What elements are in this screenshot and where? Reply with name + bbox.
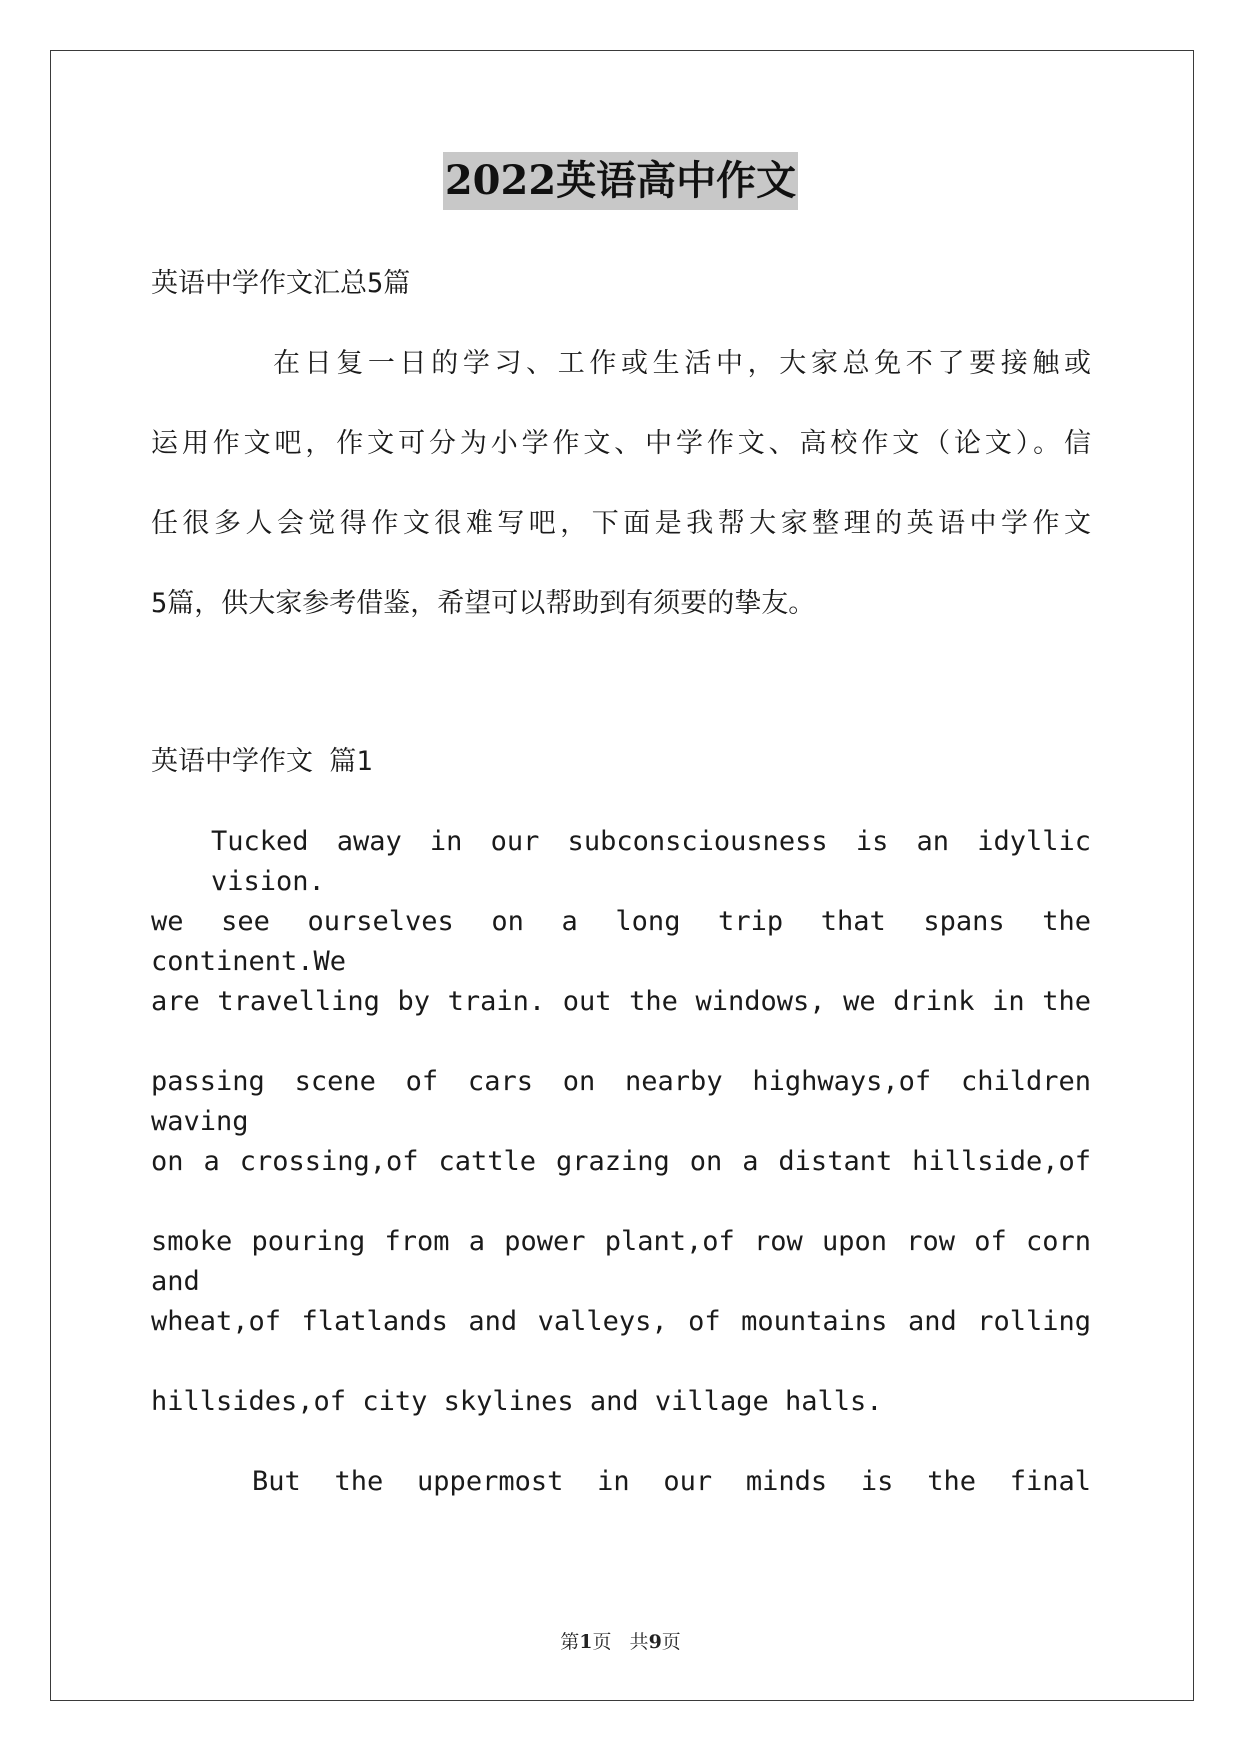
essay-line-4: passing scene of cars on nearby highways,of children waving [151, 1066, 1091, 1137]
intro-line-4: 5篇，供大家参考借鉴，希望可以帮助到有须要的挚友。 [151, 588, 816, 619]
footer-mid: 页 共 [592, 1631, 649, 1653]
document-title: 2022英语高中作文 [443, 152, 798, 210]
essay-line-3: are travelling by train. out the windows, we drink in the [151, 986, 1091, 1017]
title-container [0, 152, 1241, 210]
essay-line-7: wheat,of flatlands and valleys, of mountains and rolling [151, 1306, 1091, 1337]
essay-line-9: But the uppermost in our minds is the final [252, 1466, 1091, 1497]
intro-line-3: 任很多人会觉得作文很难写吧，下面是我帮大家整理的英语中学作文 [151, 508, 1091, 539]
essay-line-6: smoke pouring from a power plant,of row upon row of corn and [151, 1226, 1091, 1297]
essay-line-5: on a crossing,of cattle grazing on a distant hillside,of [151, 1146, 1091, 1177]
intro-line-2: 运用作文吧，作文可分为小学作文、中学作文、高校作文（论文）。信 [151, 428, 1091, 459]
essay-line-2: we see ourselves on a long trip that spans the continent.We [151, 906, 1091, 977]
footer-total-pages: 9 [648, 1631, 662, 1653]
essay-line-1: Tucked away in our subconsciousness is an idyllic vision. [211, 826, 1091, 897]
footer-page-number: 1 [579, 1631, 593, 1653]
intro-line-1: 在日复一日的学习、工作或生活中，大家总免不了要接触或 [273, 348, 1091, 379]
section-heading: 英语中学作文汇总5篇 [151, 268, 411, 299]
page-footer [0, 1627, 1241, 1654]
essay-line-8: hillsides,of city skylines and village halls. [151, 1386, 883, 1417]
footer-suffix: 页 [661, 1631, 681, 1653]
essay-heading: 英语中学作文 篇1 [151, 746, 373, 777]
footer-prefix: 第 [560, 1631, 580, 1653]
